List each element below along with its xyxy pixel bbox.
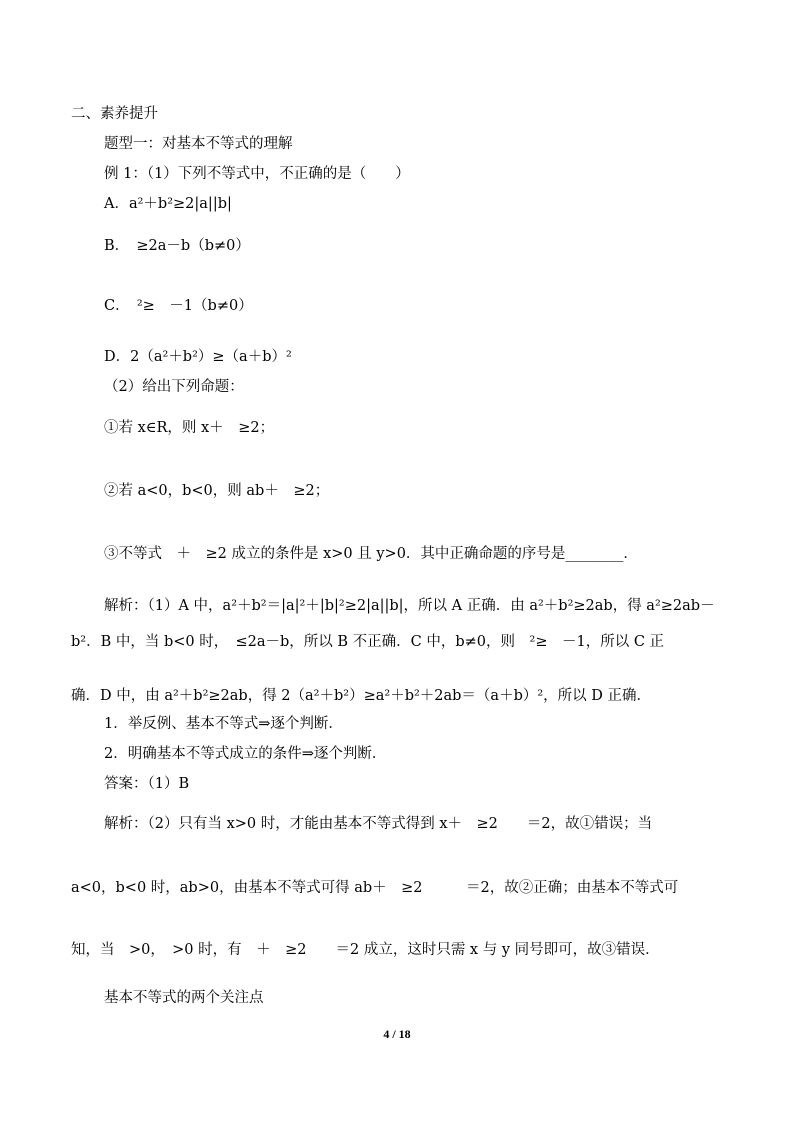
tip-1: 1．举反例、基本不等式⇒逐个判断． [104, 716, 343, 732]
analysis-2-line-3: 知，当 >0， >0 时，有 ＋ ≥2 ＝2 成立，这时只需 x 与 y 同号即可，故③错误． [71, 942, 660, 958]
option-a: A．a²＋b²≥2|a||b| [104, 196, 232, 212]
option-c: C． ²≥ －1（b≠0） [104, 298, 253, 314]
proposition-1: ①若 x∈R，则 x＋ ≥2； [104, 420, 275, 436]
section-title: 二、素养提升 [71, 106, 158, 122]
page-number: 4 / 18 [383, 1027, 411, 1041]
option-d: D．2（a²＋b²）≥（a＋b）² [104, 349, 292, 365]
tip-2: 2．明确基本不等式成立的条件⇒逐个判断． [104, 746, 387, 762]
analysis-2-line-1: 解析：（2）只有当 x>0 时，才能由基本不等式得到 x＋ ≥2 ＝2，故①错误；当 [104, 816, 653, 832]
part2-stem: （2）给出下列命题： [104, 379, 244, 395]
proposition-2: ②若 a<0，b<0，则 ab＋ ≥2； [104, 483, 330, 499]
topic-title: 题型一：对基本不等式的理解 [104, 136, 293, 152]
focus-title: 基本不等式的两个关注点 [104, 990, 264, 1006]
answer-1: 答案：（1）B [104, 776, 190, 792]
analysis-1-line-1: 解析：（1）A 中，a²＋b²＝|a|²＋|b|²≥2|a||b|，所以 A 正确．由 a²＋b²≥2ab，得 a²≥2ab－ [104, 598, 715, 614]
proposition-3: ③不等式 ＋ ≥2 成立的条件是 x>0 且 y>0．其中正确命题的序号是________． [104, 546, 638, 562]
analysis-1-line-2: b²．B 中，当 b<0 时， ≤2a－b，所以 B 不正确．C 中，b≠0，则 ²≥ －1，所以 C 正 [71, 634, 665, 650]
example-stem: 例 1：（1）下列不等式中，不正确的是（ ） [104, 166, 410, 182]
analysis-1-line-3: 确．D 中，由 a²＋b²≥2ab，得 2（a²＋b²）≥a²＋b²＋2ab＝（a＋b）²，所以 D 正确． [71, 688, 652, 704]
option-b: B． ≥2a－b（b≠0） [104, 238, 250, 254]
analysis-2-line-2: a<0，b<0 时，ab>0，由基本不等式可得 ab＋ ≥2 ＝2，故②正确；由基本不等式可 [71, 880, 679, 896]
